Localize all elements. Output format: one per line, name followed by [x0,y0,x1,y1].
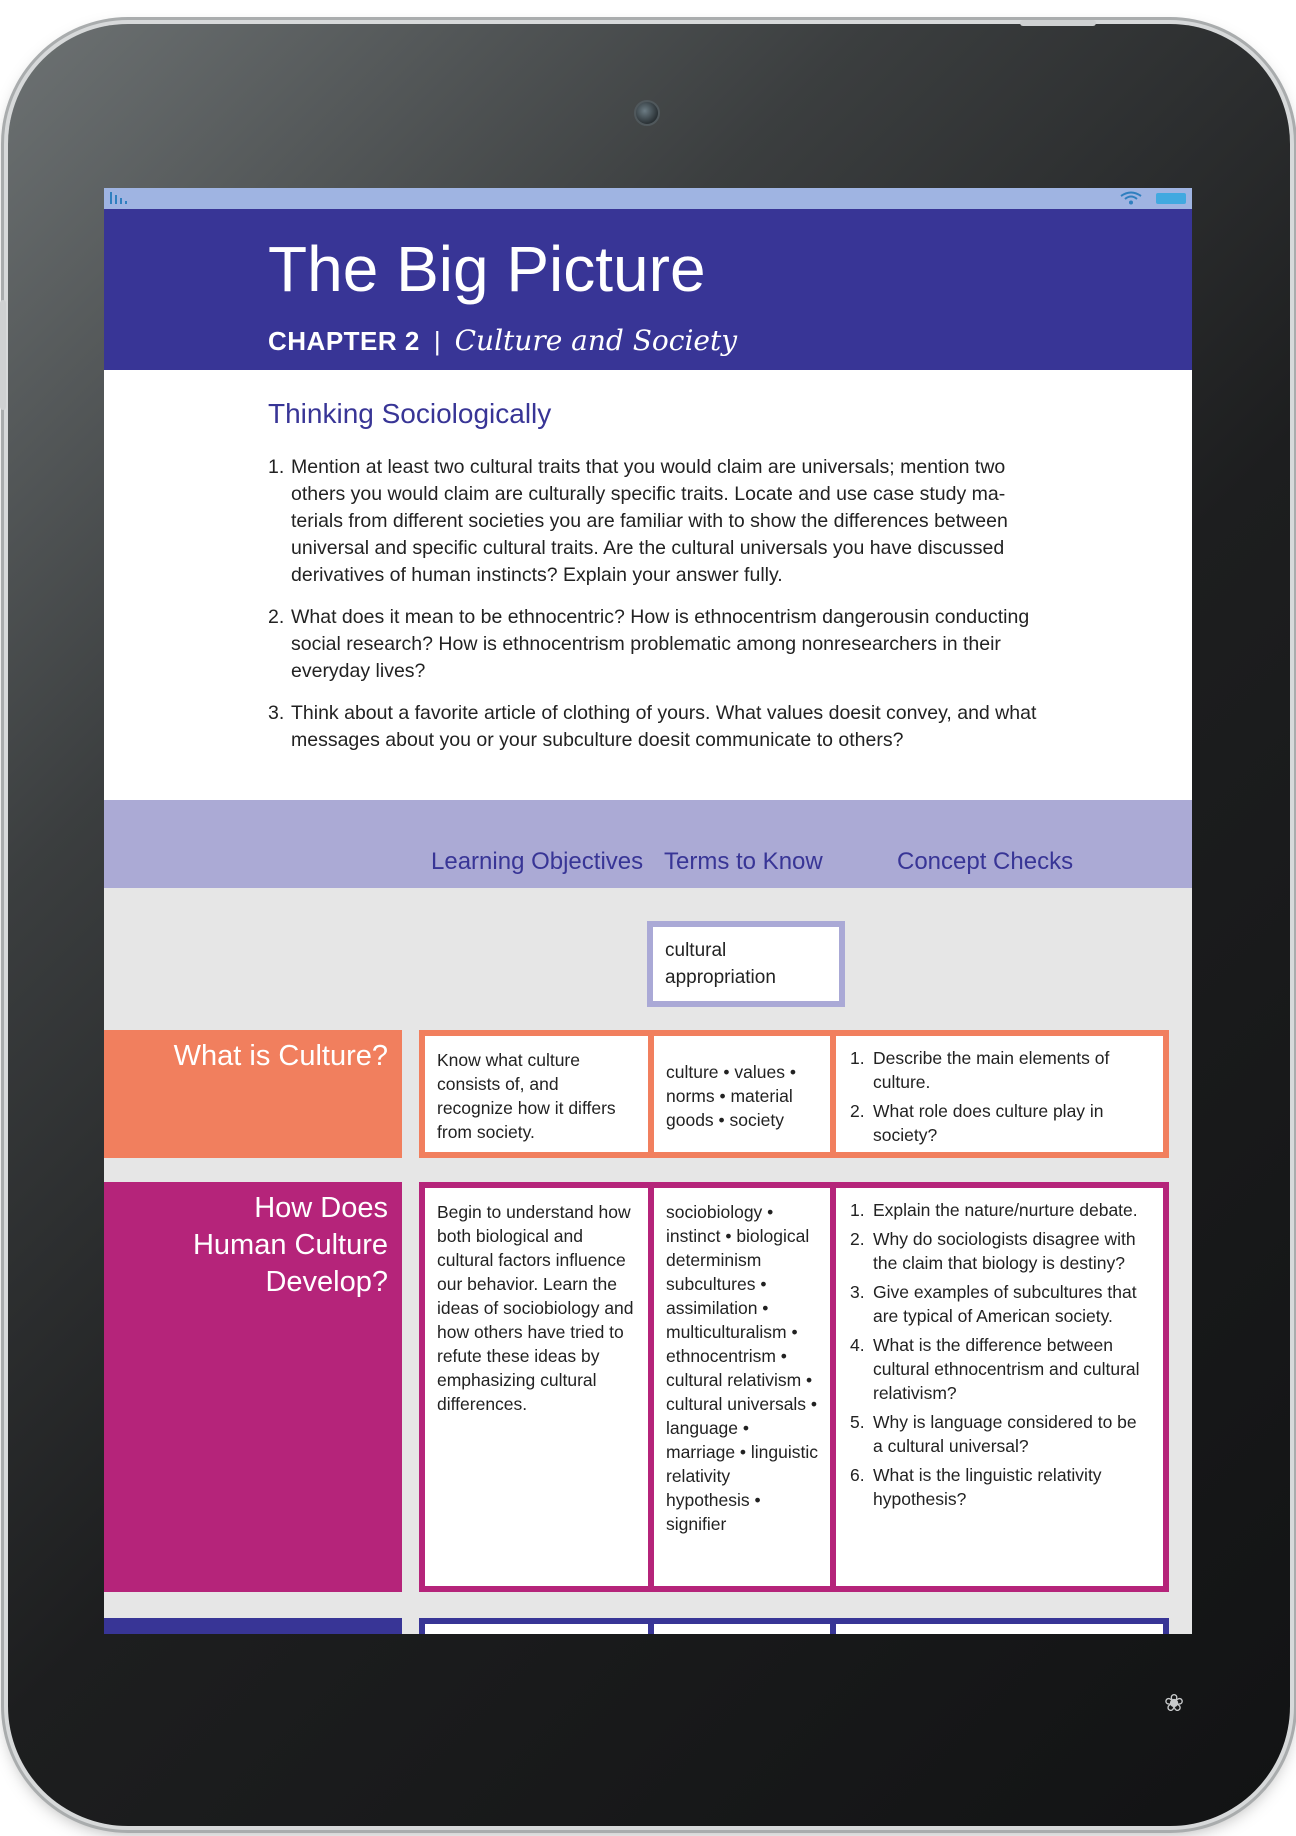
learning-objective-text: Know what culture consists of, and recognize how it differs from society. [437,1050,616,1142]
concept-check-item [850,1333,1149,1405]
check-text: Explain the nature/nurture debate. [873,1200,1138,1220]
question-text: What does it mean to be ethnocentric? How is ethnocentrism dangerousin conducting social research? How is ethnocentrism problematic among nonresearchers in their everyday lives? [291,606,1030,682]
check-number: 2. [850,1101,865,1121]
column-header-bar [104,800,1192,888]
section-label-what-is-culture[interactable] [104,1030,402,1158]
next-cell-1 [425,1624,648,1634]
tablet-screen [104,188,1192,1634]
concept-check-list [850,1198,1149,1511]
check-text: Why is language considered to be a cultural universal? [873,1412,1137,1456]
concept-check-list [850,1046,1149,1147]
concept-check-item [850,1198,1149,1222]
home-button-icon[interactable]: ❀ [1163,1690,1185,1717]
check-number: 5. [850,1412,865,1432]
section-grid-next [419,1618,1169,1634]
chapter-name: Culture and Society [454,324,738,357]
chapter-label: CHAPTER 2 [268,326,420,356]
concept-check-item [850,1227,1149,1275]
question-list [268,454,1048,769]
concept-check-item [850,1280,1149,1328]
concept-checks-cell [836,1188,1163,1586]
terms-text: sociobiology • instinct • biological determinism subcultures • assimilation • multiculturalism • ethnocentrism • cultural relativism • cultural universals • language • marriage • linguistic relativity hypothesis • signifier [666,1202,819,1534]
check-text: Why do sociologists disagree with the claim that biology is destiny? [873,1229,1136,1273]
check-number: 2. [850,1229,865,1249]
check-text: What is the linguistic relativity hypothesis? [873,1465,1102,1509]
check-text: Describe the main elements of culture. [873,1048,1110,1092]
concept-check-item [850,1099,1149,1147]
section-title: How Does Human Culture Develop? [192,1192,388,1298]
terms-cell [654,1036,830,1152]
next-cell-2 [654,1624,830,1634]
section-label-human-culture-develop[interactable] [104,1182,402,1592]
section-grid-human-culture-develop [419,1182,1169,1592]
wifi-icon [1120,191,1142,205]
next-cell-3 [836,1624,1163,1634]
terms-text: culture • values • norms • material goods • society [666,1062,796,1130]
camera-icon [634,100,660,126]
learning-objective-cell [425,1036,648,1152]
intro-term: cultural appropriation [665,940,776,988]
check-number: 4. [850,1335,865,1355]
concept-check-item [850,1410,1149,1458]
question-number: 1. [268,456,285,478]
status-bar [104,188,1192,209]
check-number: 1. [850,1048,865,1068]
power-button[interactable] [1020,20,1096,26]
question-text: Mention at least two cultural traits that you would claim are universals; mention two others you would claim are culturally specific traits. Locate and use case study ma-terials from different societies you are familiar with to show the differences between universal and specific cultural traits. Are the cultural universals you have discussed derivatives of human instincts? Explain your answer fully. [291,456,1008,586]
concept-check-item [850,1046,1149,1094]
question-text: Think about a favorite article of clothing of yours. What values doesit convey, and what messages about you or your subculture doesit communicate to others? [291,702,1037,751]
column-concept-checks: Concept Checks [897,848,1074,875]
check-text: What role does culture play in society? [873,1101,1104,1145]
volume-button[interactable] [0,300,6,410]
thinking-sociologically-section [104,370,1192,800]
check-number: 6. [850,1465,865,1485]
check-text: Give examples of subcultures that are typical of American society. [873,1282,1137,1326]
concept-check-item [850,1463,1149,1511]
check-number: 3. [850,1282,865,1302]
intro-term-box [647,921,845,1007]
column-learning-objectives: Learning Objectives [431,848,644,875]
chapter-line [268,324,737,357]
section-grid-what-is-culture [419,1030,1169,1158]
check-number: 1. [850,1200,865,1220]
terms-cell [654,1188,830,1586]
question-number: 3. [268,702,285,724]
question-item [268,454,1048,589]
learning-objective-text: Begin to understand how both biological and cultural factors influence our behavior. Learn the ideas of sociobiology and how others have tried to refute these ideas by emphasizing cultural differences. [437,1202,634,1414]
column-terms-to-know: Terms to Know [664,848,823,875]
learning-objective-cell [425,1188,648,1586]
question-number: 2. [268,606,285,628]
concept-checks-cell [836,1036,1163,1152]
section-label-next[interactable] [104,1618,402,1634]
check-text: What is the difference between cultural ethnocentrism and cultural relativism? [873,1335,1140,1403]
section-heading: Thinking Sociologically [268,398,552,429]
question-item [268,700,1048,754]
section-title: What is Culture? [173,1040,388,1072]
page-title: The Big Picture [268,233,706,305]
chapter-header [104,209,1192,370]
signal-icon [108,190,138,206]
chapter-separator: | [433,326,441,356]
battery-icon [1156,193,1186,204]
question-item [268,604,1048,685]
